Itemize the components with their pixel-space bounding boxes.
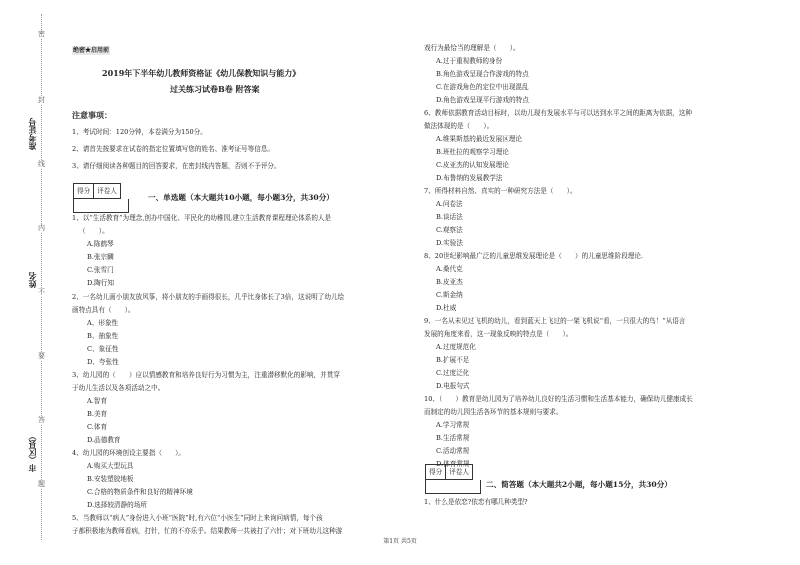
- option: D.杜威: [436, 304, 457, 312]
- option: B.生活常规: [436, 434, 470, 442]
- exam-number-label: 准考证号: [27, 118, 37, 150]
- notice-heading: 注意事项：: [72, 110, 112, 120]
- question-line: 子都积极地为教师看病，打针，忙的不亦乐乎。结果教师一共被打了六针；对下班幼儿这种游: [72, 527, 343, 535]
- option: B.谈话法: [436, 213, 463, 221]
- section2-heading: 二、简答题（本大题共2小题，每小题15分，共30分）: [486, 480, 672, 489]
- option: C.张雪门: [87, 266, 114, 274]
- question-line: 戏行为最恰当的理解是（ ）。: [424, 44, 520, 52]
- page-footer: 第1页 共5页: [383, 538, 417, 545]
- district-label: 市（区县）: [27, 432, 37, 472]
- notice-item: 1、考试时间：120分钟，本卷满分为150分。: [72, 128, 207, 136]
- notice-item: 2、请首先按要求在试卷的指定位置填写您的姓名、准考证号等信息。: [72, 145, 275, 153]
- seal-char: 线: [38, 160, 45, 168]
- option: A.桑代克: [436, 265, 463, 273]
- question-line: （ ）。: [79, 227, 109, 235]
- option: B.扩展不足: [436, 356, 470, 364]
- question-line: 而制定的幼儿园生活各环节的基本规则与要求。: [424, 408, 563, 416]
- option: C.斯金纳: [436, 291, 463, 299]
- name-label: 姓名: [27, 272, 37, 288]
- seal-char: 答: [38, 416, 45, 424]
- binding-strip: [0, 0, 60, 565]
- option: A.陈鹤琴: [87, 240, 114, 248]
- option: B.美育: [87, 410, 108, 418]
- grader-label: 评卷人: [93, 184, 120, 198]
- option: D、夸张性: [87, 358, 119, 366]
- question-line: 3、幼儿园的（ ）应以情感教育和培养良好行为习惯为主，注重潜移默化的影响，并贯穿: [72, 371, 340, 379]
- option: C.活动常规: [436, 447, 470, 455]
- option: B.角色游戏呈现合作游戏的特点: [436, 70, 529, 78]
- option: D.角色游戏呈现平行游戏的特点: [436, 96, 529, 104]
- question-line: 画特点具有（ ）。: [72, 306, 135, 314]
- exam-subtitle: 过关练习试卷B卷 附答案: [170, 84, 260, 94]
- option: C.观察法: [436, 226, 463, 234]
- option: D.实验法: [436, 239, 463, 247]
- seal-char: 封: [38, 96, 45, 104]
- option: C.体育: [87, 423, 108, 431]
- option: B、抽象性: [87, 332, 119, 340]
- exam-title: 2019年下半年幼儿教师资格证《幼儿保教知识与能力》: [102, 68, 301, 78]
- score-input-row: [425, 480, 481, 494]
- score-box: [73, 183, 121, 199]
- option: A.购买大型玩具: [87, 462, 134, 470]
- option: D.品德教育: [87, 436, 121, 444]
- option: B.皮亚杰: [436, 278, 463, 286]
- option: D.选择较清静的场所: [87, 501, 147, 509]
- seal-dotted-line: [41, 14, 42, 540]
- notice-item: 3、请仔细阅读各种题目的回答要求，在密封线内答题，否则不予评分。: [72, 162, 281, 170]
- option: A.学习常规: [436, 421, 470, 429]
- question-line: 1、什么是依恋?依恋有哪几种类型?: [424, 498, 528, 506]
- question-line: 于幼儿生活以及各项活动之中。: [72, 384, 165, 392]
- option: A.问卷法: [436, 200, 463, 208]
- question-line: 7、所得材料自然、真实的一种研究方法是（ ）。: [424, 187, 577, 195]
- option: D.布鲁纳的发展教学法: [436, 174, 503, 182]
- score-label: 得分: [77, 187, 91, 195]
- grader-label: 评卷人: [445, 465, 472, 479]
- question-line: 发展的角度来看，这一现象反映的特点是（ ）。: [424, 330, 573, 338]
- question-line: 1、以“生活教育”为理念,创办中国化、平民化的幼稚园,建立生活教育课程理论体系的人是: [72, 214, 332, 222]
- question-line: 做法体现的是（ ）。: [424, 122, 494, 130]
- score-box: [425, 464, 473, 480]
- option: C.过度泛化: [436, 369, 470, 377]
- question-line: 8、20世纪影响最广泛的儿童思维发展理论是（ ）的儿童思维阶段理论.: [424, 252, 644, 260]
- option: C.在游戏角色的定位中出现混乱: [436, 83, 529, 91]
- question-line: 10、（ ）教育是幼儿园为了培养幼儿良好的生活习惯和生活基本能力，确保幼儿健康成长: [424, 395, 693, 403]
- option: D.陶行知: [87, 279, 114, 287]
- option: A、形象性: [87, 319, 119, 327]
- score-label: 得分: [429, 468, 443, 476]
- seal-char: 密: [38, 30, 45, 38]
- option: D.电报句式: [436, 382, 470, 390]
- option: D.体育常规: [436, 460, 470, 468]
- option: B.张宗麟: [87, 253, 114, 261]
- section1-heading: 一、单选题（本大题共10小题，每小题3分，共30分）: [148, 193, 334, 202]
- question-line: 6、教师依据教育活动目标时，以幼儿现有发展水平与可以达到水平之间的距离为依据，这种: [424, 109, 692, 117]
- question-line: 4、幼儿园的环境创设主要指（ ）。: [72, 449, 185, 457]
- option: C.合格的物质条件和良好的精神环境: [87, 488, 193, 496]
- seal-char: 不: [38, 288, 45, 296]
- option: A.智育: [87, 397, 108, 405]
- seal-char: 题: [38, 480, 45, 488]
- question-line: 5、当教师以“病人”身份进入小班“医院”时,有六位“小医生”同时上来询问病情，每个孩: [72, 514, 323, 522]
- option: A.过于重视教师的身份: [436, 57, 503, 65]
- option: C.皮亚杰的认知发展理论: [436, 161, 509, 169]
- option: B.班杜拉的观察学习理论: [436, 148, 509, 156]
- secret-badge: 绝密★启用前: [73, 47, 110, 54]
- question-line: 9、一名从未见过飞机的幼儿，看到蓝天上飞过的一架飞机说“看，一只很大的鸟！”从语言: [424, 317, 686, 325]
- option: B.安装塑胶地板: [87, 475, 134, 483]
- option: C、象征性: [87, 345, 119, 353]
- option: A.维果斯基的最近发展区理论: [436, 135, 522, 143]
- question-line: 2、一名幼儿画小朋友放风筝，将小朋友的手画得很长，几乎比身体长了3倍，这说明了幼儿绘: [72, 293, 345, 301]
- seal-char: 内: [38, 224, 45, 232]
- seal-char: 要: [38, 352, 45, 360]
- option: A.过度规范化: [436, 343, 476, 351]
- score-input-row: [73, 199, 129, 213]
